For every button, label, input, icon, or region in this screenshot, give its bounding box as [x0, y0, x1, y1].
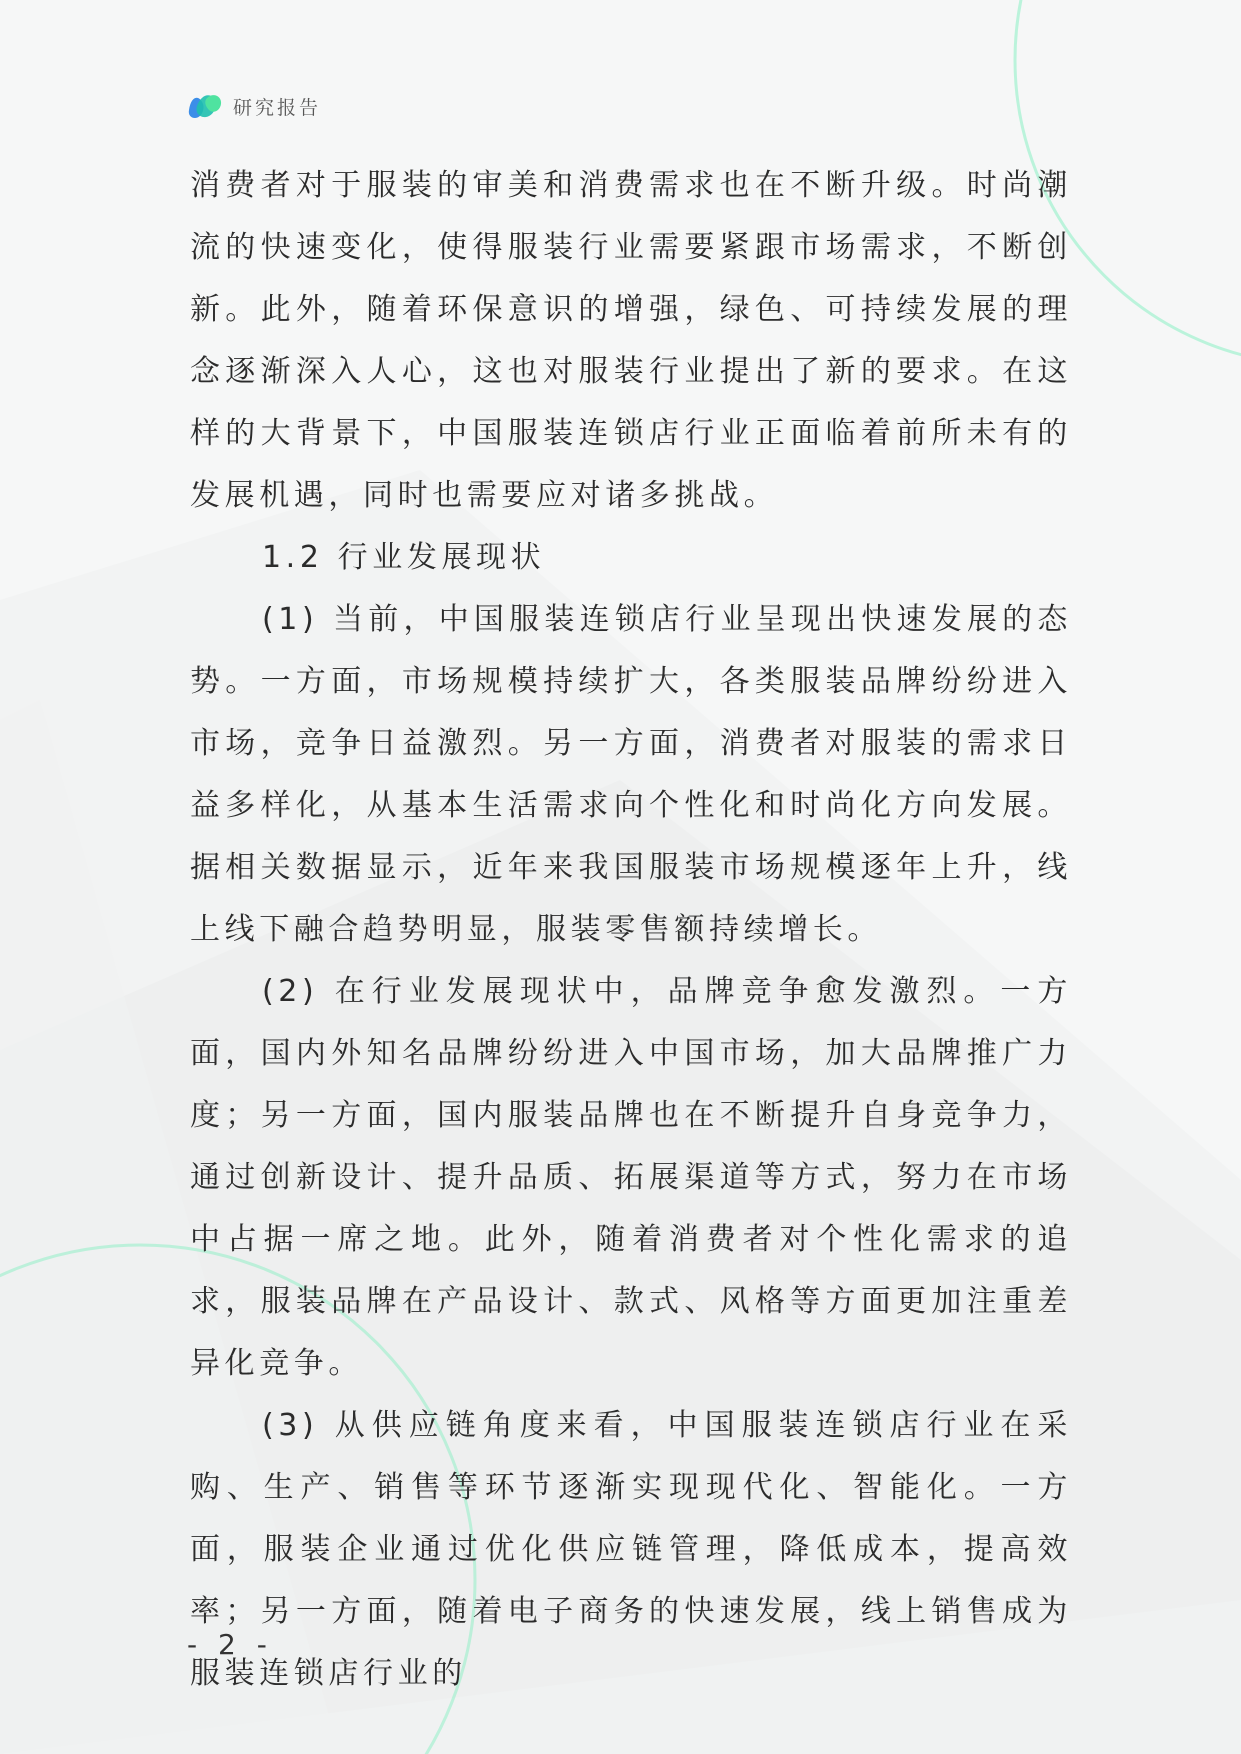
report-header	[187, 88, 321, 124]
brand-logo-icon	[187, 90, 223, 122]
document-body	[190, 155, 1072, 1705]
page-number: - 2 -	[187, 1628, 273, 1661]
paragraph-intro-continued: 消费者对于服装的审美和消费需求也在不断升级。时尚潮流的快速变化，使得服装行业需要紧跟市场需求，不断创新。此外，随着环保意识的增强，绿色、可持续发展的理念逐渐深入人心，这也对服装行业提出了新的要求。在这样的大背景下，中国服装连锁店行业正面临着前所未有的发展机遇，同时也需要应对诸多挑战。	[190, 168, 1072, 513]
paragraph-status-2: (2) 在行业发展现状中，品牌竞争愈发激烈。一方面，国内外知名品牌纷纷进入中国市场，加大品牌推广力度；另一方面，国内服装品牌也在不断提升自身竞争力，通过创新设计、提升品质、拓展渠道等方式，努力在市场中占据一席之地。此外，随着消费者对个性化需求的追求，服装品牌在产品设计、款式、风格等方面更加注重差异化竞争。	[190, 974, 1072, 1381]
header-title: 研究报告	[233, 96, 322, 119]
section-heading: 1.2 行业发展现状	[262, 540, 546, 575]
paragraph-status-1: (1) 当前，中国服装连锁店行业呈现出快速发展的态势。一方面，市场规模持续扩大，各类服装品牌纷纷进入市场，竞争日益激烈。另一方面，消费者对服装的需求日益多样化，从基本生活需求向个性化和时尚化方向发展。据相关数据显示，近年来我国服装市场规模逐年上升，线上线下融合趋势明显，服装零售额持续增长。	[190, 602, 1072, 947]
paragraph-status-3: (3) 从供应链角度来看，中国服装连锁店行业在采购、生产、销售等环节逐渐实现现代化、智能化。一方面，服装企业通过优化供应链管理，降低成本，提高效率；另一方面，随着电子商务的快速发展，线上销售成为服装连锁店行业的	[190, 1408, 1072, 1691]
